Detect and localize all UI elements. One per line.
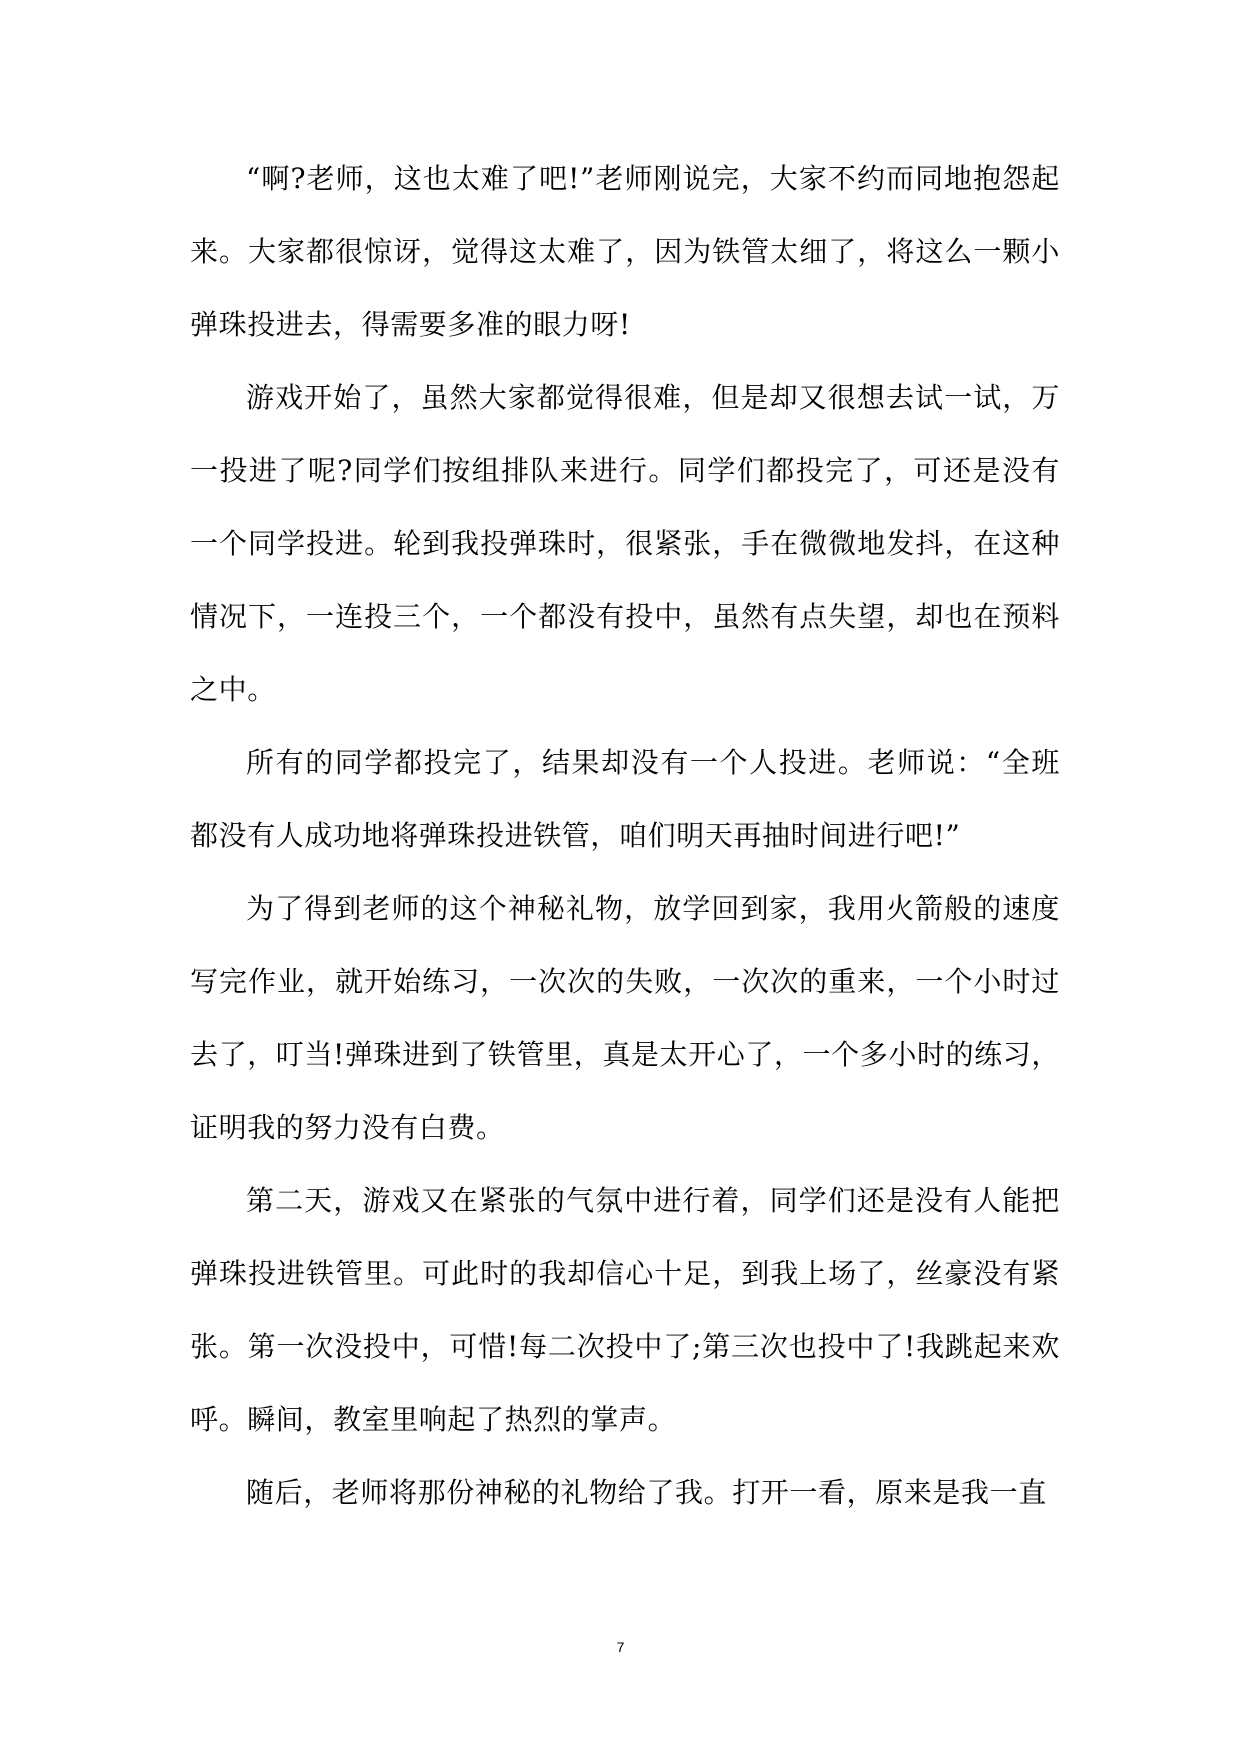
paragraph-6: 随后，老师将那份神秘的礼物给了我。打开一看，原来是我一直 — [246, 1476, 1047, 1509]
body-text — [190, 142, 1060, 1529]
paragraph-3: 所有的同学都投完了，结果却没有一个人投进。老师说：“全班都没有人成功地将弹珠投进铁管，咱们明天再抽时间进行吧!” — [190, 746, 1060, 852]
paragraph-1: “啊?老师，这也太难了吧!”老师刚说完，大家不约而同地抱怨起来。大家都很惊讶，觉得这太难了，因为铁管太细了，将这么一颗小弹珠投进去，得需要多准的眼力呀! — [190, 162, 1060, 341]
paragraph-2: 游戏开始了，虽然大家都觉得很难，但是却又很想去试一试，万一投进了呢?同学们按组排队来进行。同学们都投完了，可还是没有一个同学投进。轮到我投弹珠时，很紧张，手在微微地发抖，在这种情况下，一连投三个，一个都没有投中，虽然有点失望，却也在预料之中。 — [190, 381, 1060, 706]
paragraph-5: 第二天，游戏又在紧张的气氛中进行着，同学们还是没有人能把弹珠投进铁管里。可此时的我却信心十足，到我上场了，丝豪没有紧张。第一次没投中，可惜!每二次投中了;第三次也投中了!我跳起来欢呼。瞬间，教室里响起了热烈的掌声。 — [190, 1184, 1060, 1436]
page-number: 7 — [616, 1639, 625, 1655]
paragraph-4: 为了得到老师的这个神秘礼物，放学回到家，我用火箭般的速度写完作业，就开始练习，一次次的失败，一次次的重来，一个小时过去了，叮当!弹珠进到了铁管里，真是太开心了，一个多小时的练习，证明我的努力没有白费。 — [190, 892, 1060, 1144]
